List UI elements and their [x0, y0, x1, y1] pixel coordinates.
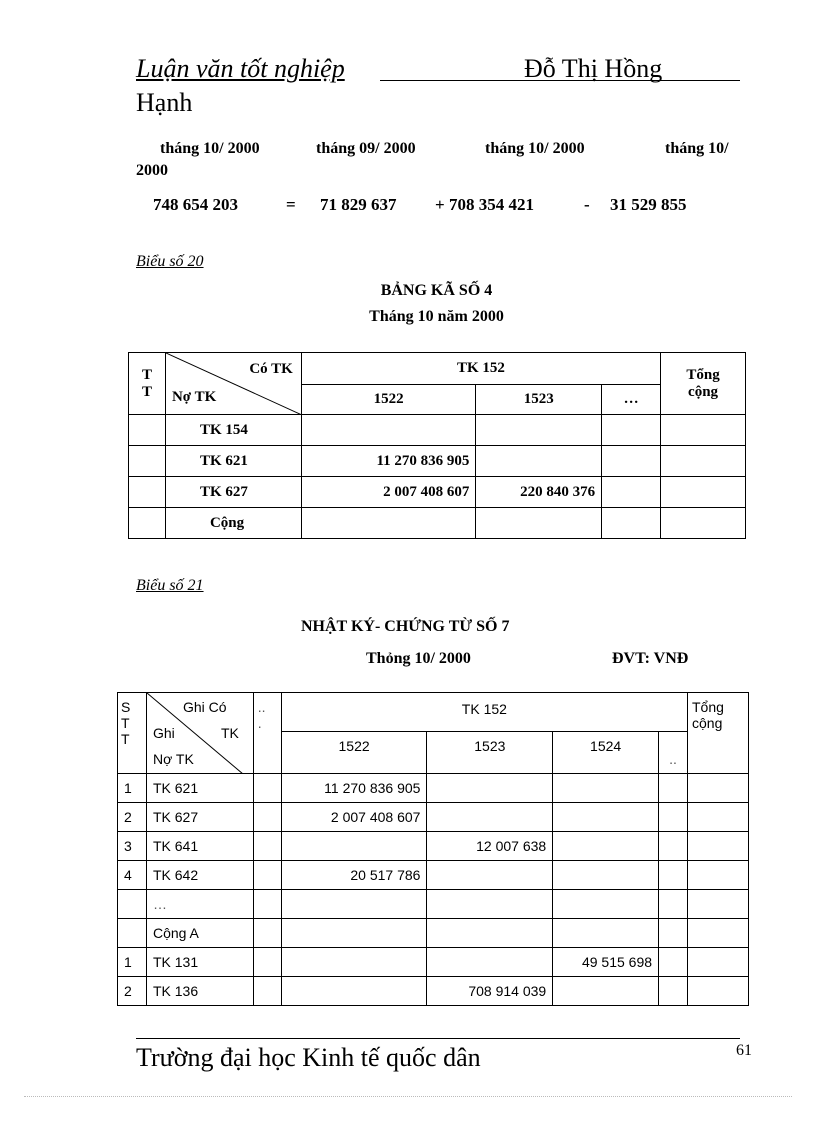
table-row: [118, 919, 749, 948]
t2-acct: TK 131: [146, 948, 253, 977]
t1-cell: 220 840 376: [476, 477, 602, 508]
t1-col-1522: 1522: [301, 385, 476, 415]
table2-month: Thỏng 10/ 2000: [366, 650, 471, 667]
t2-cell: [281, 890, 427, 919]
t2-cell: [427, 919, 553, 948]
month-4-cont: 2000: [136, 162, 168, 179]
t2-acct: TK 621: [146, 774, 253, 803]
t2-cell: [553, 919, 659, 948]
t2-cell: [553, 832, 659, 861]
table-row: [118, 890, 749, 919]
table-row: [118, 832, 749, 861]
t1-cell: 11 270 836 905: [301, 446, 476, 477]
t2-cell: 12 007 638: [427, 832, 553, 861]
author-name: Đỗ Thị Hồng: [524, 54, 663, 83]
t2-stt: [118, 890, 147, 919]
eq-value-1: 748 654 203: [153, 195, 238, 214]
table2-title: NHẬT KÝ- CHỨNG TỪ SỐ 7: [301, 618, 510, 635]
t2-stt: 1: [118, 774, 147, 803]
t2-acct: TK 136: [146, 977, 253, 1006]
t1-cell: [301, 415, 476, 446]
t2-cell: [427, 861, 553, 890]
eq-value-3: 708 354 421: [449, 195, 534, 214]
month-3: tháng 10/ 2000: [485, 140, 585, 157]
t2-acct: Cộng A: [146, 919, 253, 948]
t2-stt: 2: [118, 977, 147, 1006]
table1-label: Biểu số 20: [136, 253, 204, 270]
t2-diag-header: [146, 693, 253, 774]
t2-cell: [281, 832, 427, 861]
author-name-cont: Hạnh: [136, 88, 193, 117]
t2-cell: [281, 919, 427, 948]
table-row: [129, 446, 746, 477]
t1-row-acct: TK 621: [165, 446, 301, 477]
t1-row-acct: TK 154: [165, 415, 301, 446]
table1-subtitle: Tháng 10 năm 2000: [369, 308, 504, 325]
t2-stt: 2: [118, 803, 147, 832]
footer-rule: [136, 1038, 740, 1039]
t2-cell: [427, 948, 553, 977]
t2-col-1524: 1524: [553, 732, 659, 774]
table-row: [118, 803, 749, 832]
t1-cell: [476, 446, 602, 477]
t2-col-more: ..: [659, 732, 688, 774]
month-2: tháng 09/ 2000: [316, 140, 416, 157]
t2-cell: 49 515 698: [553, 948, 659, 977]
t2-ghico-label: Ghi Có: [182, 699, 227, 715]
table-row: [129, 508, 746, 539]
t2-dots-header: .. .: [253, 693, 281, 774]
t2-acct: TK 627: [146, 803, 253, 832]
t2-cell: 708 914 039: [427, 977, 553, 1006]
table1-title: BẢNG KÃ SỐ 4: [380, 282, 493, 299]
t2-cell: 20 517 786: [281, 861, 427, 890]
table2: [117, 692, 749, 1006]
t1-cell: [476, 508, 602, 539]
t1-stt-header: T T: [129, 353, 166, 415]
t2-stt: 3: [118, 832, 147, 861]
t2-col-1522: 1522: [281, 732, 427, 774]
t2-acct: …: [146, 890, 253, 919]
t2-stt-header: S T T: [118, 693, 147, 774]
t2-cell: [553, 977, 659, 1006]
t1-row-acct: TK 627: [165, 477, 301, 508]
t2-cell: [281, 948, 427, 977]
t2-cell: [553, 774, 659, 803]
table-row: [129, 415, 746, 446]
eq-equals: =: [286, 195, 296, 214]
eq-value-2: 71 829 637: [320, 195, 397, 214]
t1-diag-header: [165, 353, 301, 415]
t2-cell: [553, 890, 659, 919]
t2-stt: [118, 919, 147, 948]
t2-cell: [553, 861, 659, 890]
t1-row-acct: Cộng: [165, 508, 301, 539]
thesis-label: Luận văn tốt nghiệp: [136, 54, 345, 83]
t2-col-1523: 1523: [427, 732, 553, 774]
table-row: [118, 774, 749, 803]
t2-acct: TK 641: [146, 832, 253, 861]
t2-cell: [427, 774, 553, 803]
t2-cell: 11 270 836 905: [281, 774, 427, 803]
t2-cell: [281, 977, 427, 1006]
t2-acct: TK 642: [146, 861, 253, 890]
month-1: tháng 10/ 2000: [160, 140, 260, 157]
t2-cell: 2 007 408 607: [281, 803, 427, 832]
table-row: [129, 477, 746, 508]
page-number: 61: [736, 1042, 752, 1059]
table-row: [118, 861, 749, 890]
t2-tk-label: TK: [220, 725, 239, 741]
t1-cell: [301, 508, 476, 539]
t2-total-header: Tổng cộng: [688, 693, 749, 774]
eq-minus: -: [584, 195, 590, 214]
t1-cell: 2 007 408 607: [301, 477, 476, 508]
t1-no-label: Nợ TK: [171, 389, 217, 405]
t1-cell: [476, 415, 602, 446]
table2-unit: ĐVT: VNĐ: [612, 650, 689, 667]
t1-col-1523: 1523: [476, 385, 602, 415]
t2-stt: 1: [118, 948, 147, 977]
t1-group-header: TK 152: [301, 353, 660, 385]
eq-value-4: 31 529 855: [610, 195, 687, 214]
header-rule: [380, 80, 740, 81]
month-4: tháng 10/: [665, 140, 729, 157]
t2-notk-label: Nợ TK: [152, 751, 194, 767]
footer-school: Trường đại học Kinh tế quốc dân: [136, 1043, 481, 1072]
t2-cell: [427, 803, 553, 832]
table2-label: Biểu số 21: [136, 577, 204, 594]
t2-stt: 4: [118, 861, 147, 890]
t1-total-header: Tổng cộng: [661, 353, 746, 415]
page-edge: [24, 1096, 792, 1097]
t1-col-more: …: [602, 385, 661, 415]
table-row: [118, 948, 749, 977]
table1: [128, 352, 746, 539]
t2-cell: [427, 890, 553, 919]
eq-plus: +: [435, 195, 445, 214]
t2-group-header: TK 152: [281, 693, 687, 732]
t1-co-label: Có TK: [249, 361, 293, 377]
t2-cell: [553, 803, 659, 832]
t2-ghi-label: Ghi: [152, 725, 175, 741]
table-row: [118, 977, 749, 1006]
